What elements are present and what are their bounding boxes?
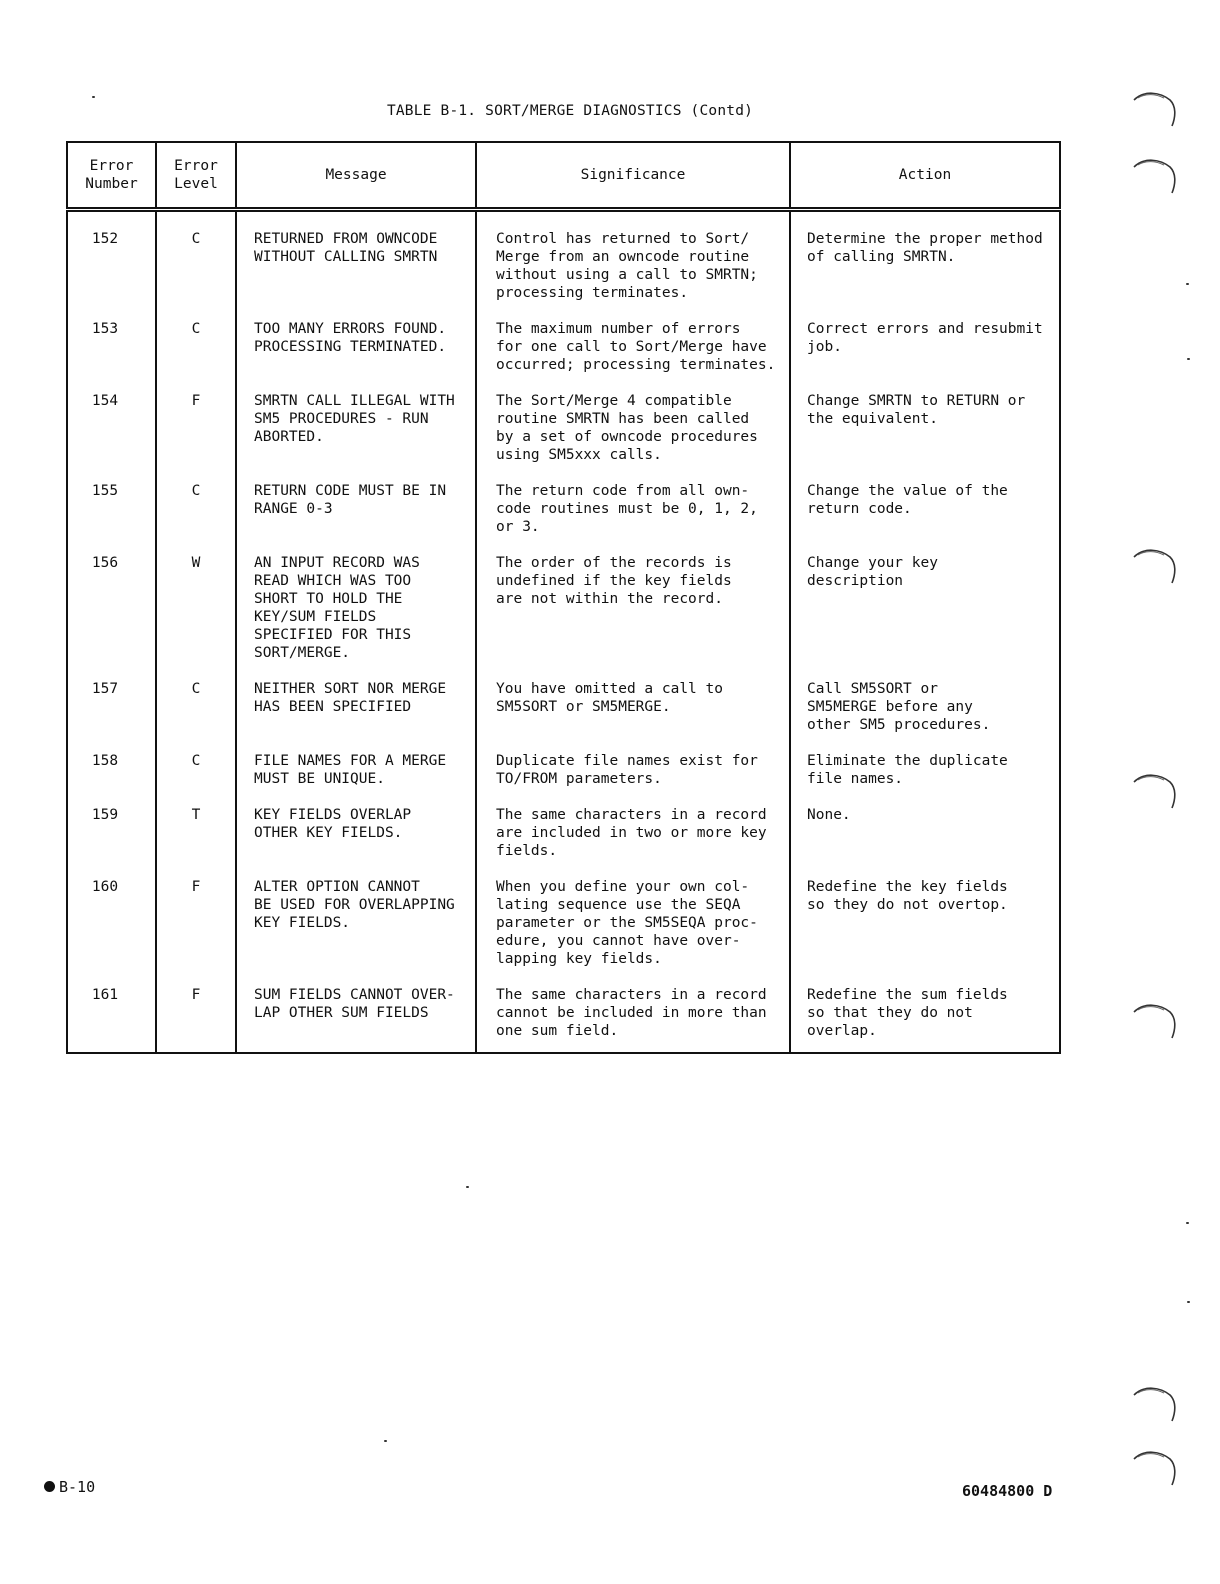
error-level-cell: T bbox=[156, 789, 236, 861]
error-number-cell: 158 bbox=[67, 735, 156, 789]
scan-speck bbox=[1186, 1222, 1189, 1224]
error-number-cell: 157 bbox=[67, 663, 156, 735]
binding-hole-mark-icon bbox=[1130, 770, 1180, 810]
table-row bbox=[67, 861, 1060, 969]
action-cell: Redefine the sum fields so that they do not overlap. bbox=[790, 969, 1060, 1053]
action-cell: Correct errors and resubmit job. bbox=[790, 303, 1060, 375]
message-cell: RETURNED FROM OWNCODE WITHOUT CALLING SMRTN bbox=[236, 210, 476, 304]
page-number: B-10 bbox=[44, 1478, 95, 1496]
scan-speck bbox=[466, 1186, 469, 1188]
message-cell: TOO MANY ERRORS FOUND. PROCESSING TERMINATED. bbox=[236, 303, 476, 375]
table-row bbox=[67, 537, 1060, 663]
message-cell: RETURN CODE MUST BE IN RANGE 0-3 bbox=[236, 465, 476, 537]
significance-cell: The same characters in a record cannot be included in more than one sum field. bbox=[476, 969, 790, 1053]
significance-cell: The order of the records is undefined if the key fields are not within the record. bbox=[476, 537, 790, 663]
error-level-cell: C bbox=[156, 663, 236, 735]
scan-speck bbox=[1187, 358, 1190, 360]
table-row bbox=[67, 210, 1060, 304]
message-cell: NEITHER SORT NOR MERGE HAS BEEN SPECIFIED bbox=[236, 663, 476, 735]
significance-cell: The return code from all own- code routines must be 0, 1, 2, or 3. bbox=[476, 465, 790, 537]
header-error-level: Error Level bbox=[156, 142, 236, 210]
table-header-row bbox=[67, 142, 1060, 210]
error-number-cell: 161 bbox=[67, 969, 156, 1053]
significance-cell: The maximum number of errors for one call to Sort/Merge have occurred; processing terminates. bbox=[476, 303, 790, 375]
error-level-cell: C bbox=[156, 303, 236, 375]
binding-hole-mark-icon bbox=[1130, 155, 1180, 195]
error-level-cell: F bbox=[156, 375, 236, 465]
action-cell: Redefine the key fields so they do not overtop. bbox=[790, 861, 1060, 969]
diagnostics-table bbox=[66, 141, 1061, 1054]
significance-cell: Control has returned to Sort/ Merge from an owncode routine without using a call to SMRTN; processing terminates. bbox=[476, 210, 790, 304]
document-number: 60484800 D bbox=[962, 1482, 1053, 1500]
message-cell: KEY FIELDS OVERLAP OTHER KEY FIELDS. bbox=[236, 789, 476, 861]
action-cell: Call SM5SORT or SM5MERGE before any other SM5 procedures. bbox=[790, 663, 1060, 735]
significance-cell: The same characters in a record are included in two or more key fields. bbox=[476, 789, 790, 861]
message-cell: AN INPUT RECORD WAS READ WHICH WAS TOO SHORT TO HOLD THE KEY/SUM FIELDS SPECIFIED FOR THIS SORT/MERGE. bbox=[236, 537, 476, 663]
error-level-cell: C bbox=[156, 465, 236, 537]
scan-speck bbox=[1186, 283, 1189, 285]
header-error-number: Error Number bbox=[67, 142, 156, 210]
header-significance: Significance bbox=[476, 142, 790, 210]
binding-hole-mark-icon bbox=[1130, 545, 1180, 585]
binding-hole-mark-icon bbox=[1130, 1383, 1180, 1423]
binding-hole-mark-icon bbox=[1130, 1000, 1180, 1040]
message-cell: FILE NAMES FOR A MERGE MUST BE UNIQUE. bbox=[236, 735, 476, 789]
table-row bbox=[67, 465, 1060, 537]
header-message: Message bbox=[236, 142, 476, 210]
action-cell: None. bbox=[790, 789, 1060, 861]
error-level-cell: F bbox=[156, 969, 236, 1053]
scan-speck bbox=[1187, 1301, 1190, 1303]
table-row bbox=[67, 789, 1060, 861]
error-number-cell: 153 bbox=[67, 303, 156, 375]
error-level-cell: C bbox=[156, 735, 236, 789]
error-number-cell: 155 bbox=[67, 465, 156, 537]
message-cell: ALTER OPTION CANNOT BE USED FOR OVERLAPPING KEY FIELDS. bbox=[236, 861, 476, 969]
scan-speck bbox=[92, 96, 95, 98]
page-title: TABLE B-1. SORT/MERGE DIAGNOSTICS (Contd) bbox=[386, 103, 754, 119]
bullet-icon bbox=[44, 1481, 55, 1492]
table-row bbox=[67, 969, 1060, 1053]
error-level-cell: C bbox=[156, 210, 236, 304]
table-row bbox=[67, 303, 1060, 375]
binding-hole-mark-icon bbox=[1130, 1447, 1180, 1487]
error-number-cell: 154 bbox=[67, 375, 156, 465]
action-cell: Change SMRTN to RETURN or the equivalent. bbox=[790, 375, 1060, 465]
error-number-cell: 156 bbox=[67, 537, 156, 663]
header-action: Action bbox=[790, 142, 1060, 210]
scan-speck bbox=[384, 1440, 387, 1442]
significance-cell: Duplicate file names exist for TO/FROM parameters. bbox=[476, 735, 790, 789]
error-number-cell: 160 bbox=[67, 861, 156, 969]
error-level-cell: F bbox=[156, 861, 236, 969]
message-cell: SMRTN CALL ILLEGAL WITH SM5 PROCEDURES - RUN ABORTED. bbox=[236, 375, 476, 465]
significance-cell: When you define your own col- lating sequence use the SEQA parameter or the SM5SEQA proc- edure, you cannot have over- lapping key fields. bbox=[476, 861, 790, 969]
error-level-cell: W bbox=[156, 537, 236, 663]
table-row bbox=[67, 663, 1060, 735]
significance-cell: The Sort/Merge 4 compatible routine SMRTN has been called by a set of owncode procedures using SM5xxx calls. bbox=[476, 375, 790, 465]
error-number-cell: 152 bbox=[67, 210, 156, 304]
action-cell: Determine the proper method of calling SMRTN. bbox=[790, 210, 1060, 304]
binding-hole-mark-icon bbox=[1130, 88, 1180, 128]
table-row bbox=[67, 735, 1060, 789]
error-number-cell: 159 bbox=[67, 789, 156, 861]
table-row bbox=[67, 375, 1060, 465]
action-cell: Eliminate the duplicate file names. bbox=[790, 735, 1060, 789]
significance-cell: You have omitted a call to SM5SORT or SM5MERGE. bbox=[476, 663, 790, 735]
action-cell: Change the value of the return code. bbox=[790, 465, 1060, 537]
action-cell: Change your key description bbox=[790, 537, 1060, 663]
message-cell: SUM FIELDS CANNOT OVER- LAP OTHER SUM FIELDS bbox=[236, 969, 476, 1053]
